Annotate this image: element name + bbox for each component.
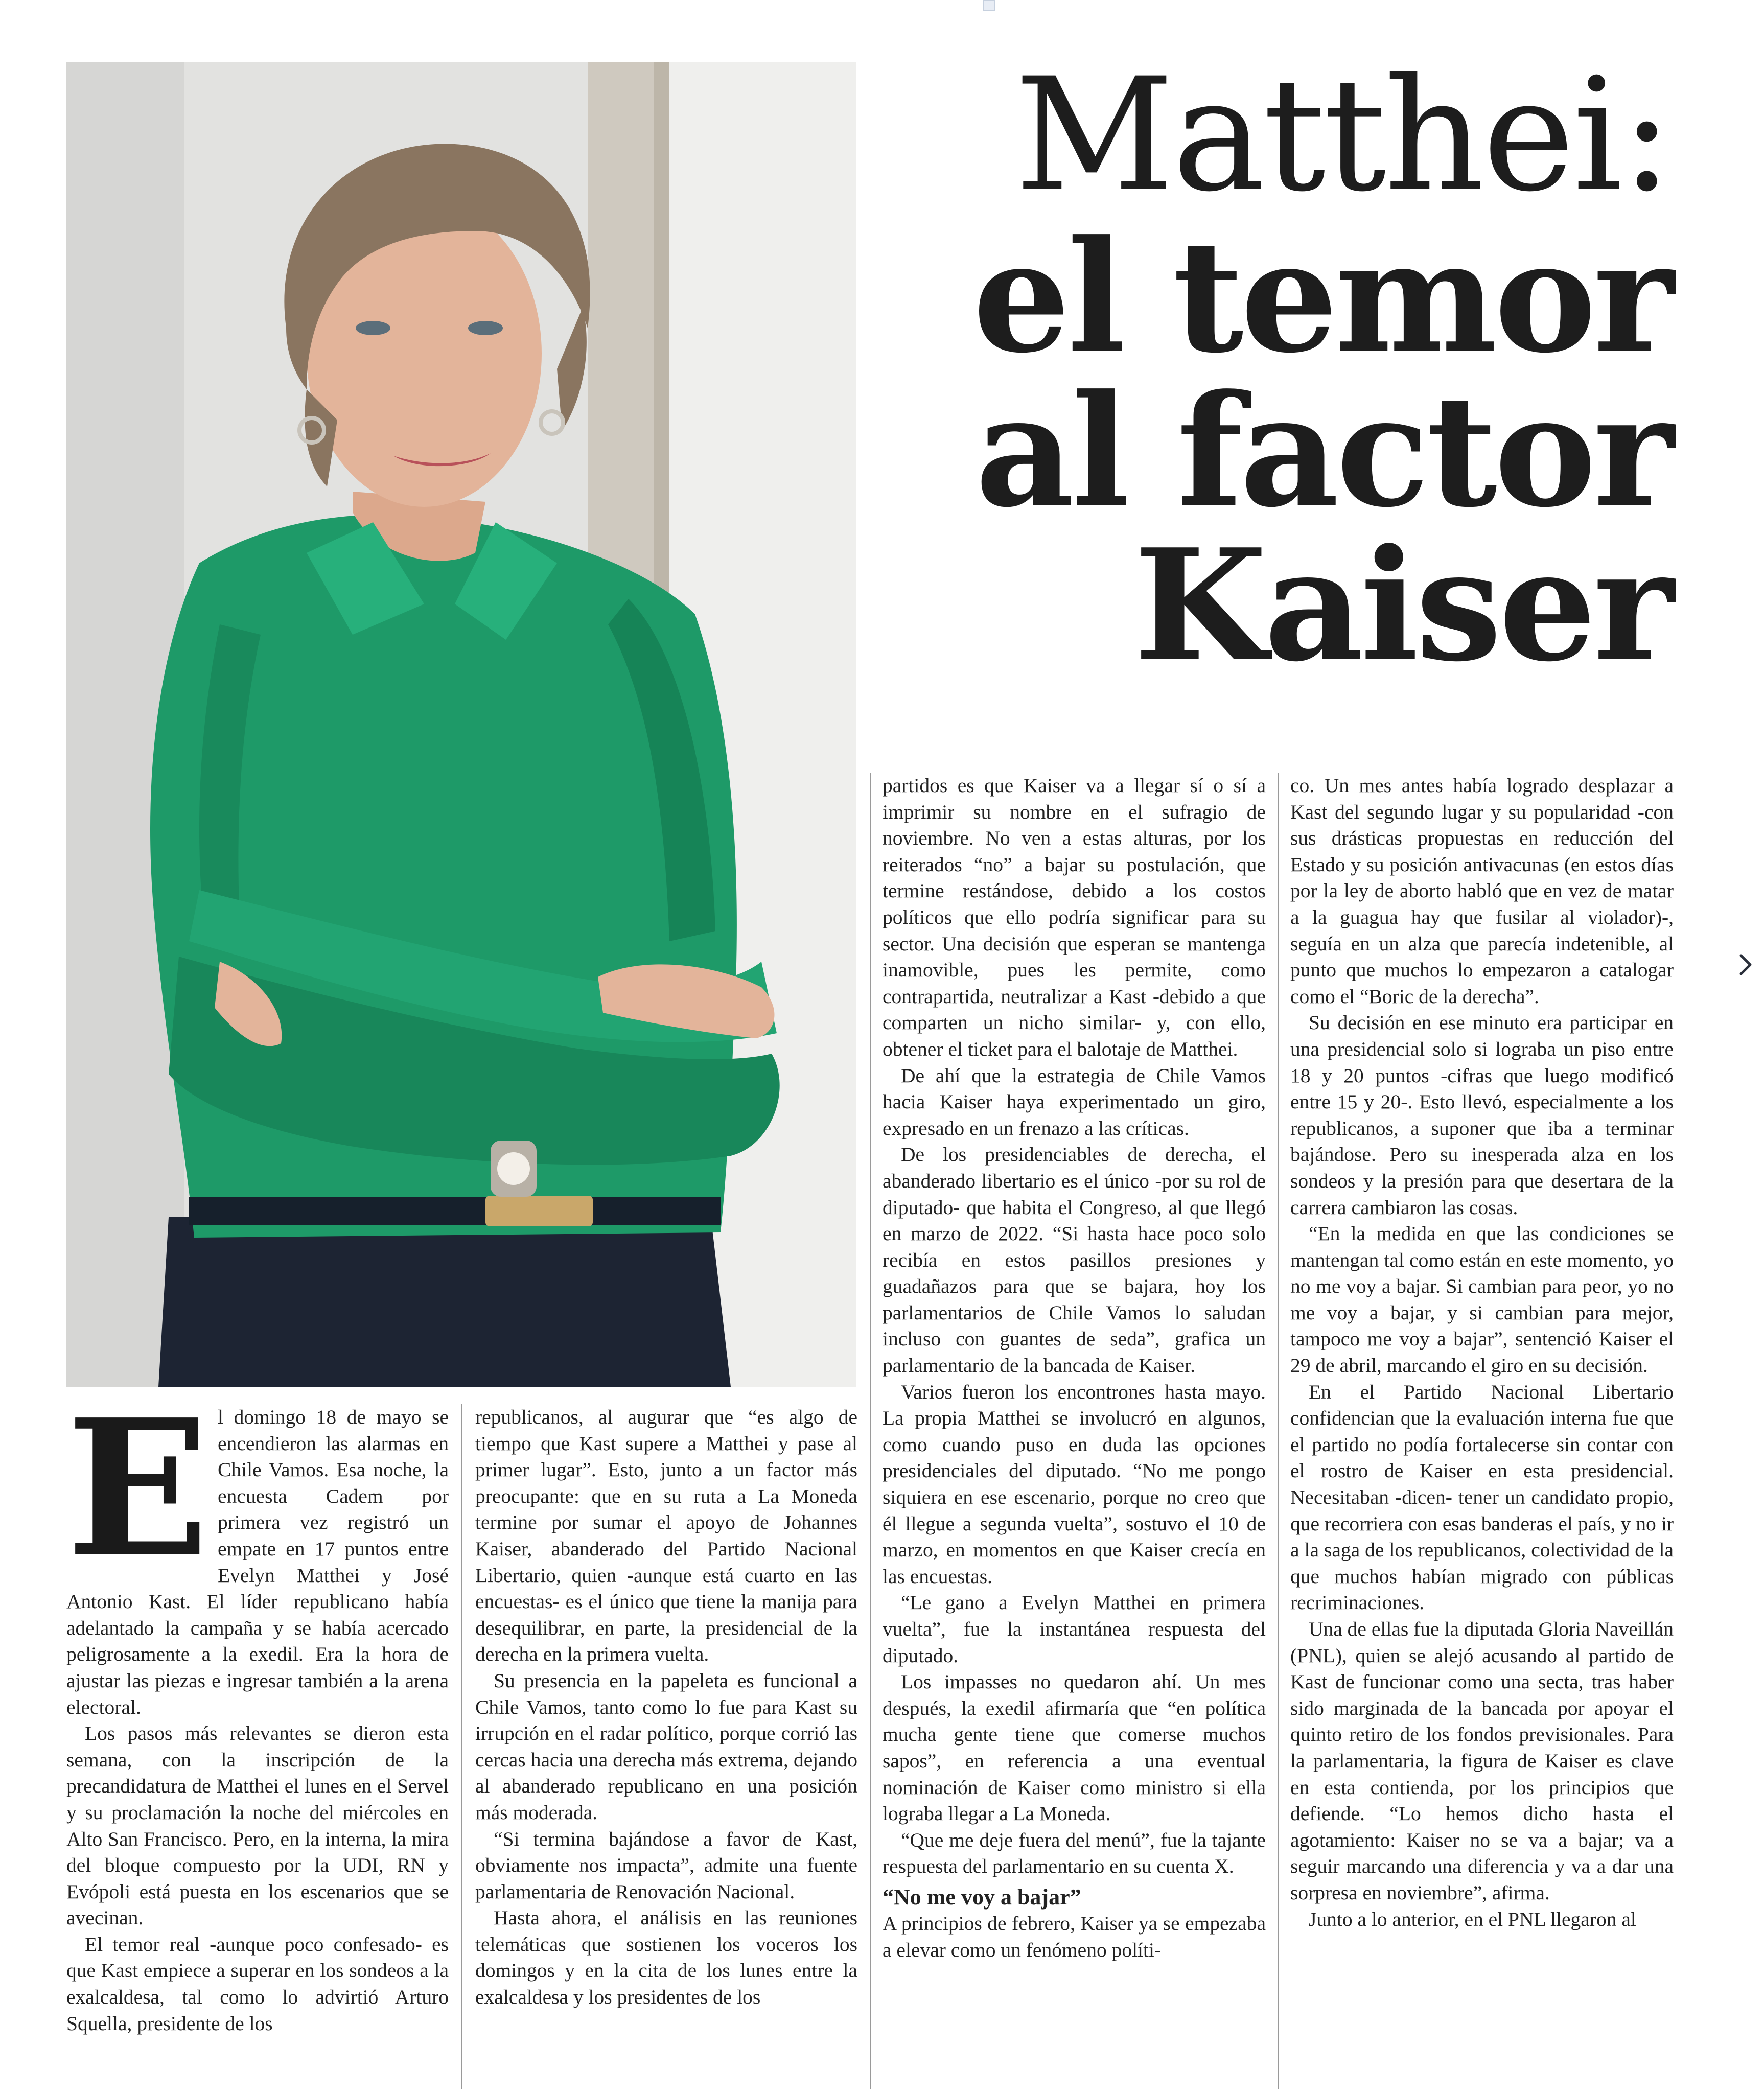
- headline: [904, 44, 1671, 695]
- headline-line-2: el temor: [972, 206, 1671, 387]
- article-paragraph: “Si termina bajándose a favor de Kast, obviamente nos impacta”, admite una fuente parlamentaria de Renovación Nacional.: [475, 1827, 857, 1903]
- article-paragraph: l domingo 18 de mayo se encendieron las alarmas en Chile Vamos. Esa noche, la encuesta Cadem por primera vez registró un empate en 17 puntos entre Evelyn Matthei y José Antonio Kast. El líder republicano había adelantado la campaña y se había acercado peligrosamente a la exedil. Era la hora de ajustar las piezas e ingresar también a la arena electoral.: [66, 1406, 449, 1718]
- article-paragraph: “Que me deje fuera del menú”, fue la tajante respuesta del parlamentario en su cuenta X.: [883, 1828, 1266, 1878]
- article-paragraph: El temor real -aunque poco confesado- es que Kast empiece a superar en los sondeos a la exalcaldesa, tal como lo advirtió Arturo Squella, presidente de los: [66, 1933, 449, 2035]
- article-column-3: [883, 773, 1266, 2089]
- article-paragraph: Su presencia en la papeleta es funcional a Chile Vamos, tanto como lo fue para Kast su irrupción en el radar político, porque corrió las cercas hacia una derecha más extrema, dejando al abanderado republicano en una posición más moderada.: [475, 1669, 857, 1824]
- portrait-illustration: [66, 62, 856, 1387]
- article-paragraph: En el Partido Nacional Libertario confidencian que la evaluación interna fue que el partido no podía fortalecerse sin contar con el rostro de Kaiser en esta presidencial. Necesitaban -dicen- tener un candidato propio, que recorriera con esas banderas el país, y no ir a la saga de los republicanos, colectividad de la que muchos habían migrado con públicas recriminaciones.: [1290, 1380, 1674, 1614]
- article-paragraph: “Le gano a Evelyn Matthei en primera vuelta”, fue la instantánea respuesta del diputado.: [883, 1591, 1266, 1667]
- page-marker: [980, 0, 997, 13]
- article-paragraph: Su decisión en ese minuto era participar en una presidencial solo si lograba un piso entre 18 y 20 puntos -cifras que luego modificó entre 15 y 20-. Esto llevó, especialmente a los republicanos, a suponer que iba a terminar bajándose. Pero su inesperada alza en los sondeos y la presión para que desertara de la carrera cambiaron las cosas.: [1290, 1011, 1674, 1219]
- article-column-4: [1290, 773, 1674, 2089]
- previous-page-indicator: [0, 949, 6, 980]
- article-paragraph: A principios de febrero, Kaiser ya se empezaba a elevar como un fenómeno políti-: [883, 1912, 1266, 1961]
- article-paragraph: Hasta ahora, el análisis en las reuniones telemáticas que sostienen los voceros los domingos y en la cita de los lunes entre la exalcaldesa y los presidentes de los: [475, 1906, 857, 2009]
- article-paragraph: Los pasos más relevantes se dieron esta semana, con la inscripción de la precandidatura de Matthei el lunes en el Servel y su proclamación la noche del miércoles en Alto San Francisco. Pero, en la interna, la mira del bloque compuesto por la UDI, RN y Evópoli está puesta en los escenarios que se avecinan.: [66, 1722, 449, 1929]
- article-paragraph: republicanos, al augurar que “es algo de tiempo que Kast supere a Matthei y pase al primer lugar”. Esto, junto a un factor más preocupante: que en su ruta a La Moneda termine por sumar el apoyo de Johannes Kaiser, abanderado del Partido Nacional Libertario, quien -aunque está cuarto en las encuestas- es el único que tiene la manija para desequilibrar, en parte, la presidencial de la derecha en la primera vuelta.: [475, 1406, 857, 1666]
- article-paragraph: partidos es que Kaiser va a llegar sí o sí a imprimir su nombre en el sufragio de noviembre. No ven a estas alturas, por los reiterados “no” a bajar su postulación, que termine restándose, debido a los costos políticos que ello podría significar para su sector. Una decisión que esperan se mantenga inamovible, pues les permite, como contrapartida, neutralizar a Kast -debido a que comparten un nicho similar- y, con ello, obtener el ticket para el balotaje de Matthei.: [883, 774, 1266, 1060]
- subheading: “No me voy a bajar”: [883, 1884, 1081, 1910]
- drop-cap: E: [66, 1404, 209, 1598]
- chevron-right-icon: [1735, 949, 1757, 980]
- article-column-2: [475, 1404, 857, 2089]
- article-paragraph: De ahí que la estrategia de Chile Vamos hacia Kaiser haya experimentado un giro, expresado en un frenazo a las críticas.: [883, 1064, 1266, 1139]
- article-paragraph: Junto a lo anterior, en el PNL llegaron al: [1309, 1907, 1636, 1930]
- article-paragraph: Una de ellas fue la diputada Gloria Naveillán (PNL), quien se alejó acusando al partido de Kast de funcionar como una secta, tras haber sido marginada de la bancada por apoyar el quinto retiro de los fondos previsionales. Para la parlamentaria, la figura de Kaiser es clave en esta contienda, por los principios que defiende. “Lo hemos dicho hasta el agotamiento: Kaiser no se va a bajar; va a seguir marcando una diferencia y va a dar una sorpresa en noviembre”, afirma.: [1290, 1618, 1674, 1904]
- article-paragraph: Los impasses no quedaron ahí. Un mes después, la exedil afirmaría que “en política mucha gente tiene que comerse muchos sapos”, en referencia a una eventual nominación de Kaiser como ministro si ella lograba llegar a La Moneda.: [883, 1670, 1266, 1825]
- article-column-1: [66, 1404, 449, 2089]
- article-paragraph: De los presidenciables de derecha, el abanderado libertario es el único -por su rol de diputado- que habita el Congreso, al que llegó en marzo de 2022. “Si hasta hace poco solo recibía en estos pasillos presiones y guadañazos para que se bajara, hoy los parlamentarios de Chile Vamos lo saludan incluso con guantes de seda”, grafica un parlamentario de la bancada de Kaiser.: [883, 1143, 1266, 1377]
- column-rule: [870, 773, 871, 2089]
- next-page-button[interactable]: [1735, 949, 1757, 980]
- column-rule: [461, 1404, 462, 2089]
- article-paragraph: co. Un mes antes había logrado desplazar a Kast del segundo lugar y su popularidad -con sus drásticas propuestas en reducción del Estado y su posición antivacunas (en estos días por la ley de aborto habló que en vez de matar a la guagua hay que fusilar al violador)-, seguía en un alza que parecía indetenible, al punto que muchos lo empezaron a catalogar como el “Boric de la derecha”.: [1290, 774, 1674, 1008]
- article-photo: [66, 62, 856, 1387]
- column-rule: [1278, 773, 1279, 2089]
- headline-line-1: Matthei:: [1014, 44, 1671, 226]
- headline-line-4: Kaiser: [1134, 515, 1671, 695]
- headline-line-3: al factor: [975, 361, 1671, 541]
- article-paragraph: Varios fueron los encontrones hasta mayo. La propia Matthei se involucró en algunos, como cuando puso en duda las opciones presidenciales del diputado. “No me pongo siquiera en ese escenario, porque no creo que él llegue a segunda vuelta”, sostuvo el 10 de marzo, en momentos en que Kaiser crecía en las encuestas.: [883, 1380, 1266, 1588]
- article-paragraph: “En la medida en que las condiciones se mantengan tal como están en este momento, yo no me voy a bajar. Si cambian para peor, yo no me voy a bajar, y si cambian para mejor, tampoco me voy a bajar”, sentenció Kaiser el 29 de abril, marcando el giro en su decisión.: [1290, 1222, 1674, 1377]
